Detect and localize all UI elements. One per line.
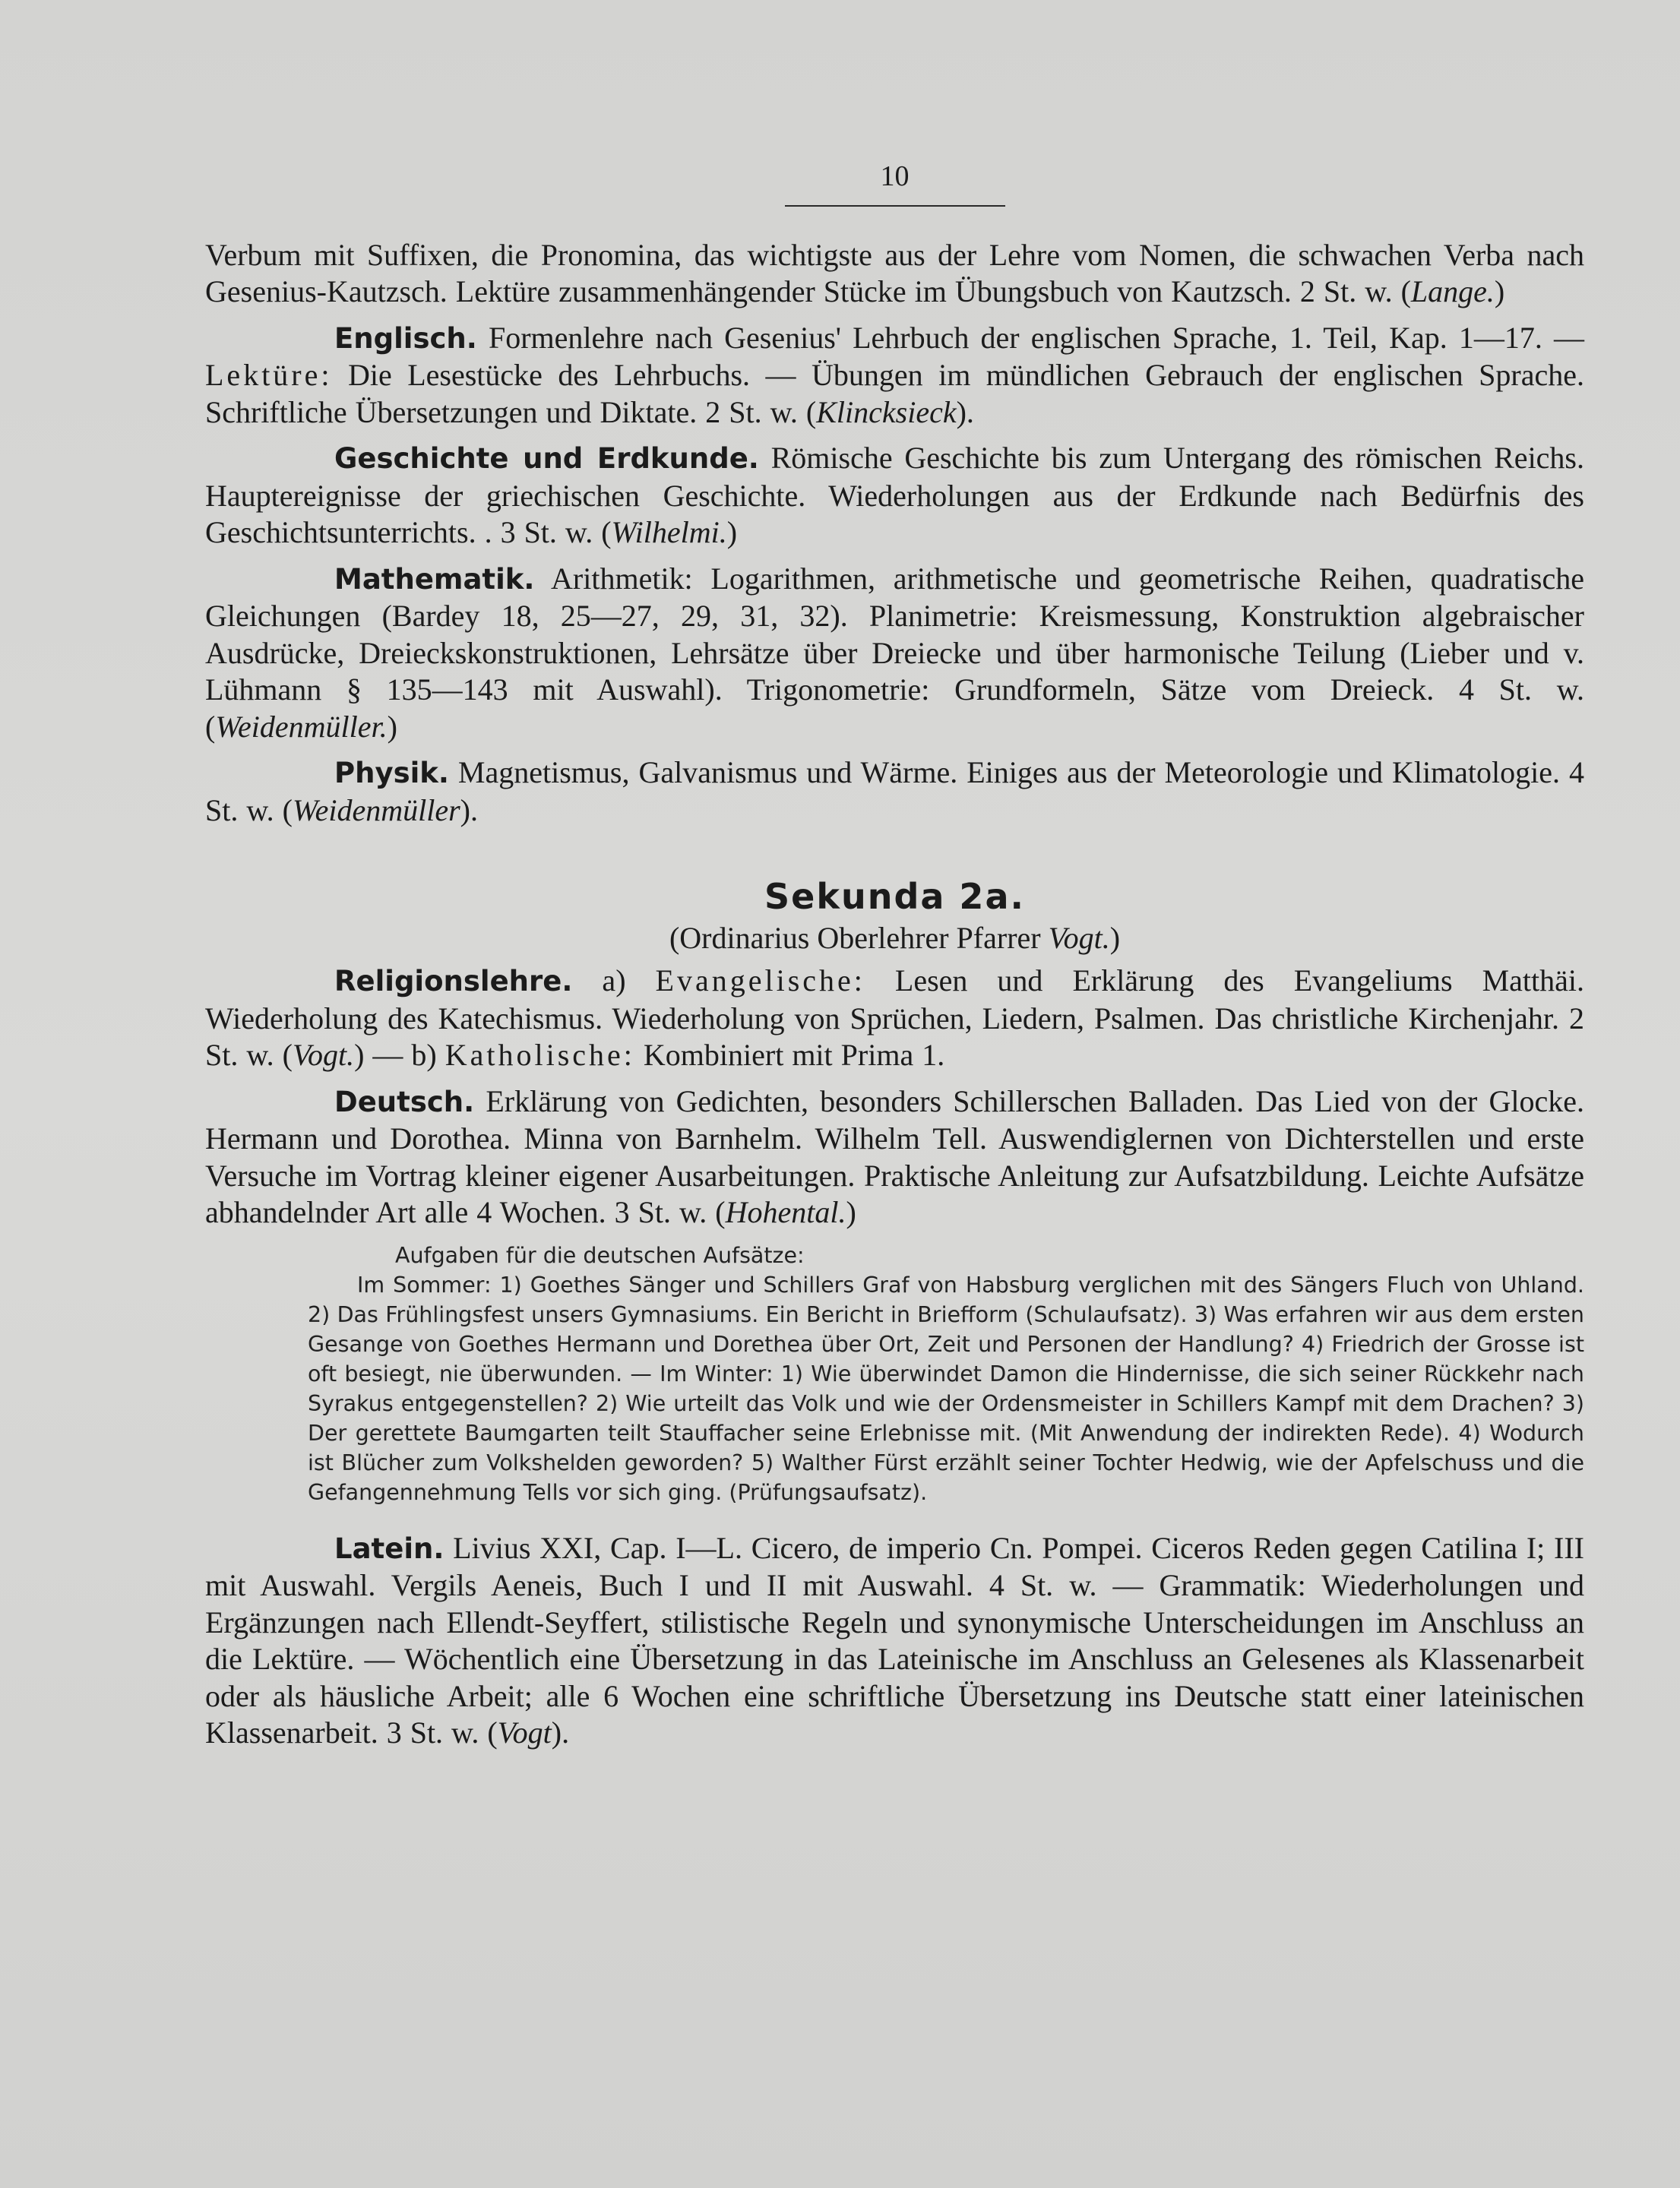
essay-topics-heading: Aufgaben für die deutschen Aufsätze:: [395, 1242, 805, 1268]
subject-heading: Latein.: [334, 1532, 445, 1565]
subtitle-text: (Ordinarius Oberlehrer Pfarrer: [669, 921, 1049, 956]
paragraph-text: Arithmetik: Logarithmen, arithmetische und geometrische Reihen, quadratische Gleichungen (Bardey 18, 25—27, 29, 31, 32). Planimetrie: Kreismessung, Konstruktion algebraischer Ausdrücke, Dreieckskonstruktionen, Lehrsätze über Dreiecke und über harmonische Teilung (Lieber und v. Lühmann § 135—143 mit Auswahl). Trigonometrie: Grundformeln, Sätze vom Dreieck. 4 St. w. (: [205, 561, 1584, 744]
teacher-name: Hohental.: [725, 1195, 846, 1230]
paragraph-text: Verbum mit Suffixen, die Pronomina, das wichtigste aus der Lehre vom Nomen, die schwachen Verba nach Gesenius-Kautzsch. Lektüre zusammenhängender Stücke im Übungsbuch von Kautzsch. 2 St. w. (: [205, 237, 1584, 309]
page-content: [205, 160, 1584, 1761]
subject-heading: Mathematik.: [334, 562, 535, 596]
teacher-name: Klincksieck: [816, 394, 957, 429]
paragraph-mathematik: [205, 561, 1584, 746]
paragraph-text: Magnetismus, Galvanismus und Wärme. Einiges aus der Meteorologie und Klimatologie. 4 St. w. (: [205, 755, 1584, 827]
teacher-name: Wilhelmi.: [611, 515, 727, 550]
paren-close: ): [387, 709, 397, 744]
paragraph-deutsch: [205, 1083, 1584, 1232]
paren-close: ): [1109, 921, 1121, 956]
subject-heading: Religionslehre.: [334, 965, 573, 998]
paragraph-text: Kombiniert mit Prima 1.: [634, 1038, 945, 1073]
paragraph-text: Römische Geschichte bis zum Untergang des römischen Reichs. Hauptereignisse der griechischen Geschichte. Wiederholungen aus der Erdkunde nach Bedürfnis des Geschichtsunterrichts. . 3 St. w. (: [205, 441, 1584, 550]
paren-close: ).: [460, 792, 478, 827]
paren-close: ): [726, 515, 738, 550]
page-number: 10: [880, 160, 910, 192]
subject-heading: Deutsch.: [334, 1085, 475, 1118]
paragraph-text: Lesen und Erklärung des Evangeliums Matthäi. Wiederholung des Katechismus. Wiederholung von Sprüchen, Liedern, Psalmen. Das christliche Kirchenjahr. 2 St. w. (: [205, 963, 1585, 1073]
spaced-term: Katholische:: [445, 1038, 635, 1073]
paragraph-englisch: [205, 320, 1584, 432]
teacher-name: Weidenmüller: [292, 792, 460, 827]
header-rule: [785, 205, 1005, 207]
paragraph-text: a): [572, 963, 656, 998]
teacher-name: Weidenmüller.: [215, 709, 388, 744]
paragraph-religion: [205, 963, 1584, 1074]
essay-topics-list: Im Sommer: 1) Goethes Sänger und Schillers Graf von Habsburg verglichen mit des Sängers Fluch von Uhland. 2) Das Frühlingsfest unsers Gymnasiums. Ein Bericht in Briefform (Schulaufsatz). 3) Was erfahren wir aus dem ersten Gesange von Goethes Hermann und Dorethea über Ort, Zeit und Personen der Handlung? 4) Friedrich der Grosse ist oft besiegt, nie überwunden. — Im Winter: 1) Wie überwindet Damon die Hindernisse, die sich seiner Rückkehr nach Syrakus entgegenstellen? 2) Wie urteilt das Volk und wie der Ordensmeister in Schillers Kampf mit dem Drachen? 3) Der gerettete Baumgarten teilt Stauffacher seine Erlebnisse mit. (Mit Anwendung der indirekten Rede). 4) Wodurch ist Blücher zum Volkshelden geworden? 5) Walther Fürst erzählt seiner Tochter Hedwig, wie der Apfelschuss und die Gefangennehmung Tells vor sich ging. (Prüfungsaufsatz).: [308, 1272, 1584, 1505]
subject-heading: Physik.: [334, 757, 449, 790]
subject-heading: Englisch.: [334, 321, 477, 355]
paragraph-hebrew-continuation: [205, 237, 1584, 311]
paragraph-text: Livius XXI, Cap. I—L. Cicero, de imperio Cn. Pompei. Ciceros Reden gegen Catilina I; III mit Auswahl. Vergils Aeneis, Buch I und II mit Auswahl. 4 St. w. — Grammatik: Wiederholungen und Ergänzungen nach Ellendt-Seyffert, stilistische Regeln und synonymische Unterscheidungen im Anschluss an die Lektüre. — Wöchentlich eine Übersetzung in das Lateinische im Anschluss an Gelesenes als Klassenarbeit oder als häusliche Arbeit; alle 6 Wochen eine schriftliche Übersetzung ins Deutsche statt einer lateinischen Klassenarbeit. 3 St. w. (: [205, 1530, 1584, 1750]
paren-close: ).: [956, 394, 974, 429]
teacher-name: Vogt.: [292, 1038, 355, 1073]
paragraph-physik: [205, 754, 1584, 829]
ordinarius-name: Vogt.: [1048, 921, 1110, 956]
teacher-name: Vogt: [497, 1715, 552, 1750]
section-subtitle: [205, 920, 1584, 956]
paragraph-text: Erklärung von Gedichten, besonders Schillerschen Balladen. Das Lied von der Glocke. Hermann und Dorothea. Minna von Barnhelm. Wilhelm Tell. Auswendiglernen von Dichterstellen und erste Versuche im Vortrag kleiner eigener Ausarbeitungen. Praktische Anleitung zur Aufsatzbildung. Leichte Aufsätze abhandelnder Art alle 4 Wochen. 3 St. w. (: [205, 1083, 1584, 1230]
subject-heading: Geschichte und Erdkunde.: [334, 442, 759, 476]
section-title: Sekunda 2a.: [764, 876, 1025, 918]
paren-close: ).: [551, 1715, 570, 1750]
spaced-term: Evangelische:: [655, 963, 865, 998]
paragraph-geschichte: [205, 440, 1584, 552]
paragraph-text: Formenlehre nach Gesenius' Lehrbuch der englischen Sprache, 1. Teil, Kap. 1—17. —: [476, 320, 1584, 355]
spaced-term: Lektüre:: [205, 358, 333, 393]
paragraph-text: Die Lesestücke des Lehrbuchs. — Übungen im mündlichen Gebrauch der englischen Sprache. Schriftliche Übersetzungen und Diktate. 2 St. w. (: [205, 358, 1584, 429]
paragraph-latein: [205, 1530, 1584, 1752]
paren-close: ): [1494, 274, 1505, 309]
paren-close: ): [846, 1195, 856, 1230]
teacher-name: Lange.: [1410, 274, 1495, 309]
paragraph-text: ) — b): [354, 1038, 445, 1073]
